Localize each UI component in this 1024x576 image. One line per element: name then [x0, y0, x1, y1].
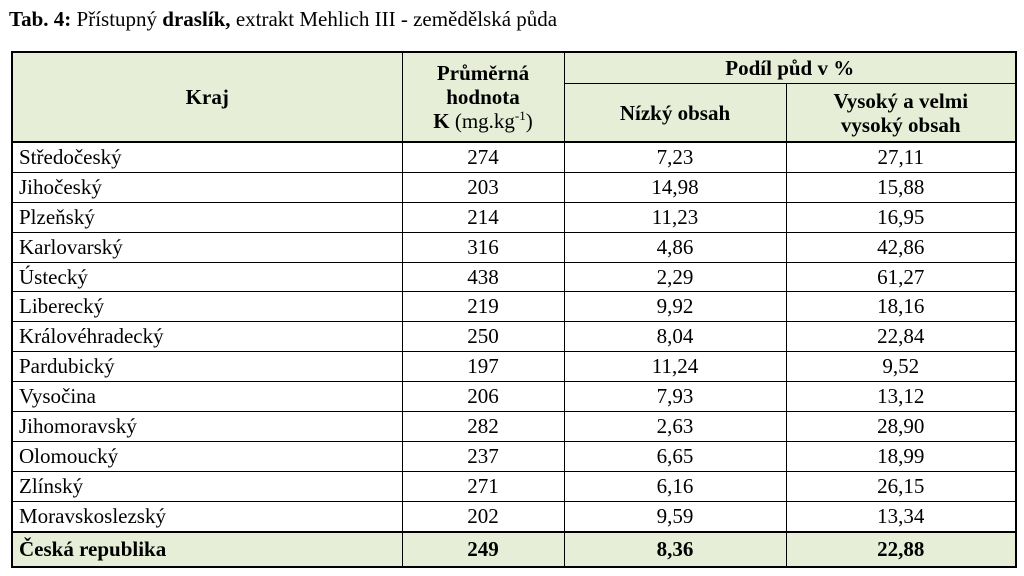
cell-high: 18,99	[786, 441, 1016, 471]
cell-low: 6,16	[564, 471, 786, 501]
cell-average: 237	[402, 441, 564, 471]
cell-high: 22,84	[786, 322, 1016, 352]
caption-bold-word: draslík,	[162, 7, 231, 31]
cell-high: 9,52	[786, 352, 1016, 382]
table-caption	[9, 6, 557, 32]
cell-low: 11,24	[564, 352, 786, 382]
cell-low: 7,93	[564, 382, 786, 412]
total-low: 8,36	[564, 532, 786, 567]
table-row	[12, 352, 1016, 382]
table-body	[12, 142, 1016, 567]
cell-low: 4,86	[564, 232, 786, 262]
cell-high: 42,86	[786, 232, 1016, 262]
header-low: Nízký obsah	[564, 84, 786, 143]
cell-average: 219	[402, 292, 564, 322]
cell-region: Vysočina	[12, 382, 402, 412]
cell-region: Karlovarský	[12, 232, 402, 262]
cell-region: Pardubický	[12, 352, 402, 382]
caption-text-1: Přístupný	[76, 7, 158, 31]
header-high-line2: vysoký obsah	[840, 112, 961, 137]
cell-region: Moravskoslezský	[12, 501, 402, 531]
table-row	[12, 471, 1016, 501]
header-average	[402, 52, 564, 142]
caption-label: Tab. 4:	[9, 7, 72, 31]
table-row	[12, 292, 1016, 322]
table-row	[12, 382, 1016, 412]
total-row	[12, 532, 1016, 567]
header-high	[786, 84, 1016, 143]
header-average-line2: hodnota	[446, 85, 520, 109]
cell-high: 26,15	[786, 471, 1016, 501]
cell-high: 61,27	[786, 262, 1016, 292]
cell-low: 9,92	[564, 292, 786, 322]
cell-high: 27,11	[786, 142, 1016, 172]
cell-region: Ústecký	[12, 262, 402, 292]
cell-average: 282	[402, 412, 564, 442]
cell-region: Jihočeský	[12, 172, 402, 202]
cell-average: 214	[402, 202, 564, 232]
cell-average: 438	[402, 262, 564, 292]
cell-average: 203	[402, 172, 564, 202]
cell-region: Středočeský	[12, 142, 402, 172]
table-row	[12, 501, 1016, 531]
header-average-unit-pre: (mg.kg	[454, 109, 515, 133]
table-row	[12, 441, 1016, 471]
cell-high: 18,16	[786, 292, 1016, 322]
table-row	[12, 142, 1016, 172]
cell-average: 202	[402, 501, 564, 531]
header-average-k: K	[433, 109, 450, 133]
header-region: Kraj	[12, 52, 402, 142]
cell-average: 271	[402, 471, 564, 501]
cell-low: 2,29	[564, 262, 786, 292]
header-high-line1: Vysoký a velmi	[833, 88, 969, 113]
cell-average: 250	[402, 322, 564, 352]
cell-low: 14,98	[564, 172, 786, 202]
cell-region: Zlínský	[12, 471, 402, 501]
table-row	[12, 412, 1016, 442]
cell-low: 7,23	[564, 142, 786, 172]
cell-low: 8,04	[564, 322, 786, 352]
cell-region: Liberecký	[12, 292, 402, 322]
cell-region: Plzeňský	[12, 202, 402, 232]
cell-low: 11,23	[564, 202, 786, 232]
header-average-unit	[409, 109, 558, 133]
cell-low: 2,63	[564, 412, 786, 442]
cell-high: 13,34	[786, 501, 1016, 531]
cell-high: 15,88	[786, 172, 1016, 202]
total-high: 22,88	[786, 532, 1016, 567]
caption-text-2: extrakt Mehlich III - zemědělská půda	[235, 7, 558, 31]
header-average-line1: Průměrná	[436, 61, 530, 85]
cell-low: 9,59	[564, 501, 786, 531]
total-region: Česká republika	[12, 532, 402, 567]
table-row	[12, 202, 1016, 232]
table-row	[12, 322, 1016, 352]
cell-high: 13,12	[786, 382, 1016, 412]
total-average: 249	[402, 532, 564, 567]
header-average-unit-post: )	[525, 109, 533, 133]
table-row	[12, 232, 1016, 262]
cell-region: Královéhradecký	[12, 322, 402, 352]
cell-region: Jihomoravský	[12, 412, 402, 442]
header-share-group: Podíl půd v %	[564, 52, 1016, 84]
cell-low: 6,65	[564, 441, 786, 471]
cell-average: 274	[402, 142, 564, 172]
table-row	[12, 172, 1016, 202]
table-row	[12, 262, 1016, 292]
cell-average: 206	[402, 382, 564, 412]
potassium-table	[11, 51, 1017, 568]
table-header	[12, 52, 1016, 142]
header-average-unit-sup: -1	[514, 108, 526, 123]
cell-high: 28,90	[786, 412, 1016, 442]
cell-high: 16,95	[786, 202, 1016, 232]
cell-average: 316	[402, 232, 564, 262]
cell-region: Olomoucký	[12, 441, 402, 471]
cell-average: 197	[402, 352, 564, 382]
